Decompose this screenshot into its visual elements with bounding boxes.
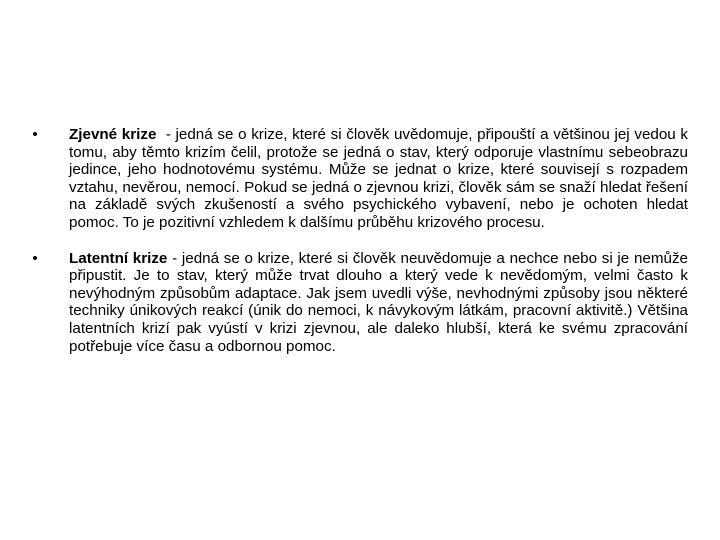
definition-text: jedná se o krize, které si člověk neuvědomuje a nechce nebo si je nemůže připustit. Je to stav, který může trvat dlouho a který vede k nevědomým, velmi často k nevýhodným způsobům adaptace. Jak jsem uvedli výše, nevhodnými způsoby jsou některé techniky únikových reakcí (únik do nemoci, k návykovým látkám, pracovní aktivitě.) Většina latentních krizí pak vyústí v krizi zjevnou, ale daleko hlubší, která ke svému zpracování potřebuje více času a odbornou pomoc. (69, 249, 688, 355)
bullet-marker: • (32, 249, 38, 267)
term-latent-crisis: Latentní krize (69, 249, 168, 267)
term-manifest-crisis: Zjevné krize (69, 126, 157, 143)
definition-text: jedná se o krize, které si člověk uvědomuje, připouští a většinou jej vedou k tomu, aby těmto krizím čelil, protože se jedná o stav, který odporuje vlastnímu sebeobrazu jedince, jeho hodnotovému systému. Může se jednat o krize, které souvisejí s rozpadem vztahu, nevěrou, nemocí. Pokud se jedná o zjevnou krizi, člověk sám se snaží hledat řešení na základě svých zkušeností a svého psychického vybavení, nebo je ochoten hledat pomoc. To je pozitivní vzhledem k dalšímu průběhu krizového procesu. (69, 126, 688, 231)
term-separator: - (167, 249, 182, 267)
bullet-marker: • (32, 126, 38, 143)
bullet-list (28, 126, 688, 373)
bullet-item-latent-crisis (28, 250, 688, 356)
term-separator: - (156, 126, 176, 143)
bullet-item-manifest-crisis (28, 126, 688, 232)
